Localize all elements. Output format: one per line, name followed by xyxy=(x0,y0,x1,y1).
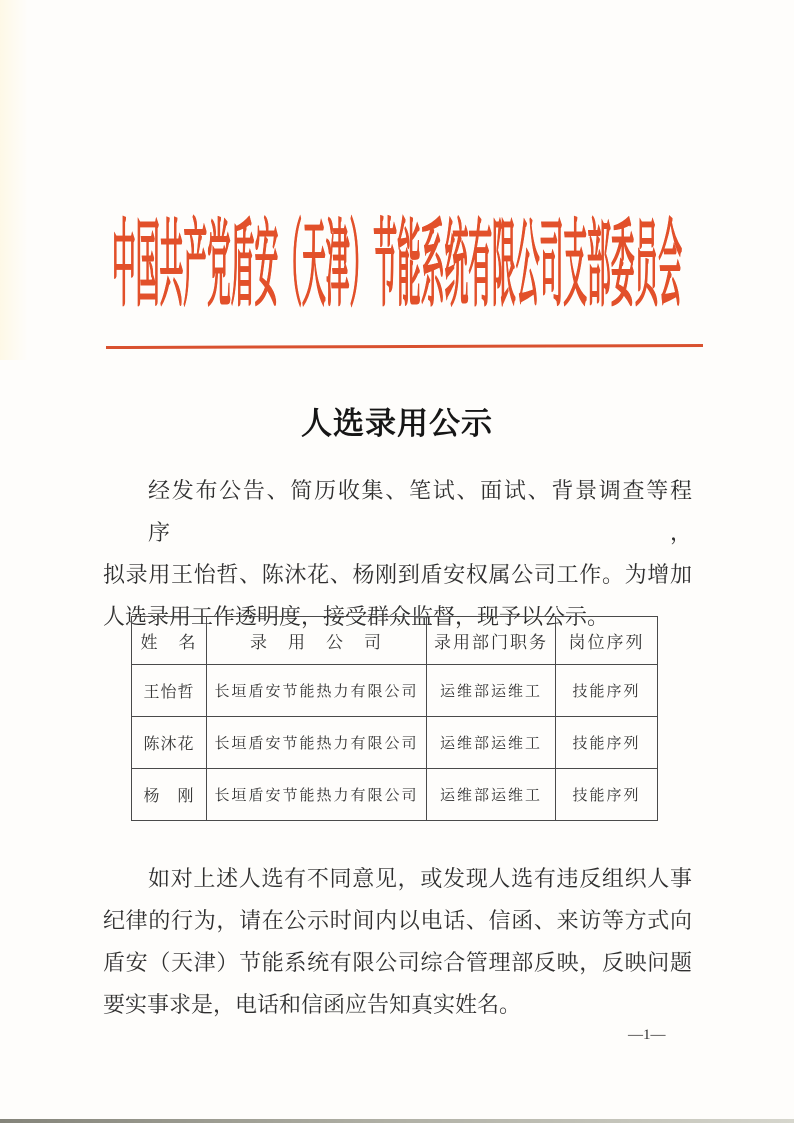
letterhead xyxy=(0,212,794,318)
paragraph-intro-line-3: 人选录用工作透明度，接受群众监督，现予以公示。 xyxy=(103,604,610,629)
paragraph-feedback-line-3: 盾安（天津）节能系统有限公司综合管理部反映，反映问题 xyxy=(103,950,692,975)
cell-company: 长垣盾安节能热力有限公司 xyxy=(207,717,427,769)
table-header-name: 姓 名 xyxy=(132,617,207,665)
paragraph-feedback-line-1: 如对上述人选有不同意见，或发现人选有违反组织人事 xyxy=(148,866,692,891)
cell-dept-position: 运维部运维工 xyxy=(427,665,556,717)
paragraph-feedback-line-4: 要实事求是，电话和信函应告知真实姓名。 xyxy=(103,992,522,1017)
table-header-company: 录 用 公 司 xyxy=(207,617,427,665)
table-row xyxy=(132,769,658,821)
cell-name: 杨 刚 xyxy=(132,769,207,821)
paragraph-intro-line-1: 经发布公告、简历收集、笔试、面试、背景调查等程序， xyxy=(148,478,692,545)
cell-dept-position: 运维部运维工 xyxy=(427,717,556,769)
cell-dept-position: 运维部运维工 xyxy=(427,769,556,821)
page-number: —1— xyxy=(628,1027,666,1043)
cell-company: 长垣盾安节能热力有限公司 xyxy=(207,665,427,717)
table-header-dept-position: 录用部门职务 xyxy=(427,617,556,665)
cell-company: 长垣盾安节能热力有限公司 xyxy=(207,769,427,821)
letterhead-rule xyxy=(106,344,703,349)
recruitment-table xyxy=(131,616,658,821)
page-title: 人选录用公示 xyxy=(301,406,493,441)
scan-edge-artifact xyxy=(0,1119,794,1123)
paragraph-intro-line-2: 拟录用王怡哲、陈沐花、杨刚到盾安权属公司工作。为增加 xyxy=(103,562,692,587)
table-row xyxy=(132,717,658,769)
table-header-row xyxy=(132,617,658,665)
cell-name: 王怡哲 xyxy=(132,665,207,717)
cell-post-sequence: 技能序列 xyxy=(556,717,658,769)
table-row xyxy=(132,665,658,717)
paragraph-intro xyxy=(103,470,692,638)
letterhead-org-name: 中国共产党盾安（天津）节能系统有限公司支部委员会 xyxy=(112,212,683,318)
table-header-post-sequence: 岗位序列 xyxy=(556,617,658,665)
paragraph-feedback-line-2: 纪律的行为，请在公示时间内以电话、信函、来访等方式向 xyxy=(103,908,692,933)
cell-post-sequence: 技能序列 xyxy=(556,769,658,821)
cell-name: 陈沐花 xyxy=(132,717,207,769)
paragraph-feedback xyxy=(103,858,692,1026)
cell-post-sequence: 技能序列 xyxy=(556,665,658,717)
